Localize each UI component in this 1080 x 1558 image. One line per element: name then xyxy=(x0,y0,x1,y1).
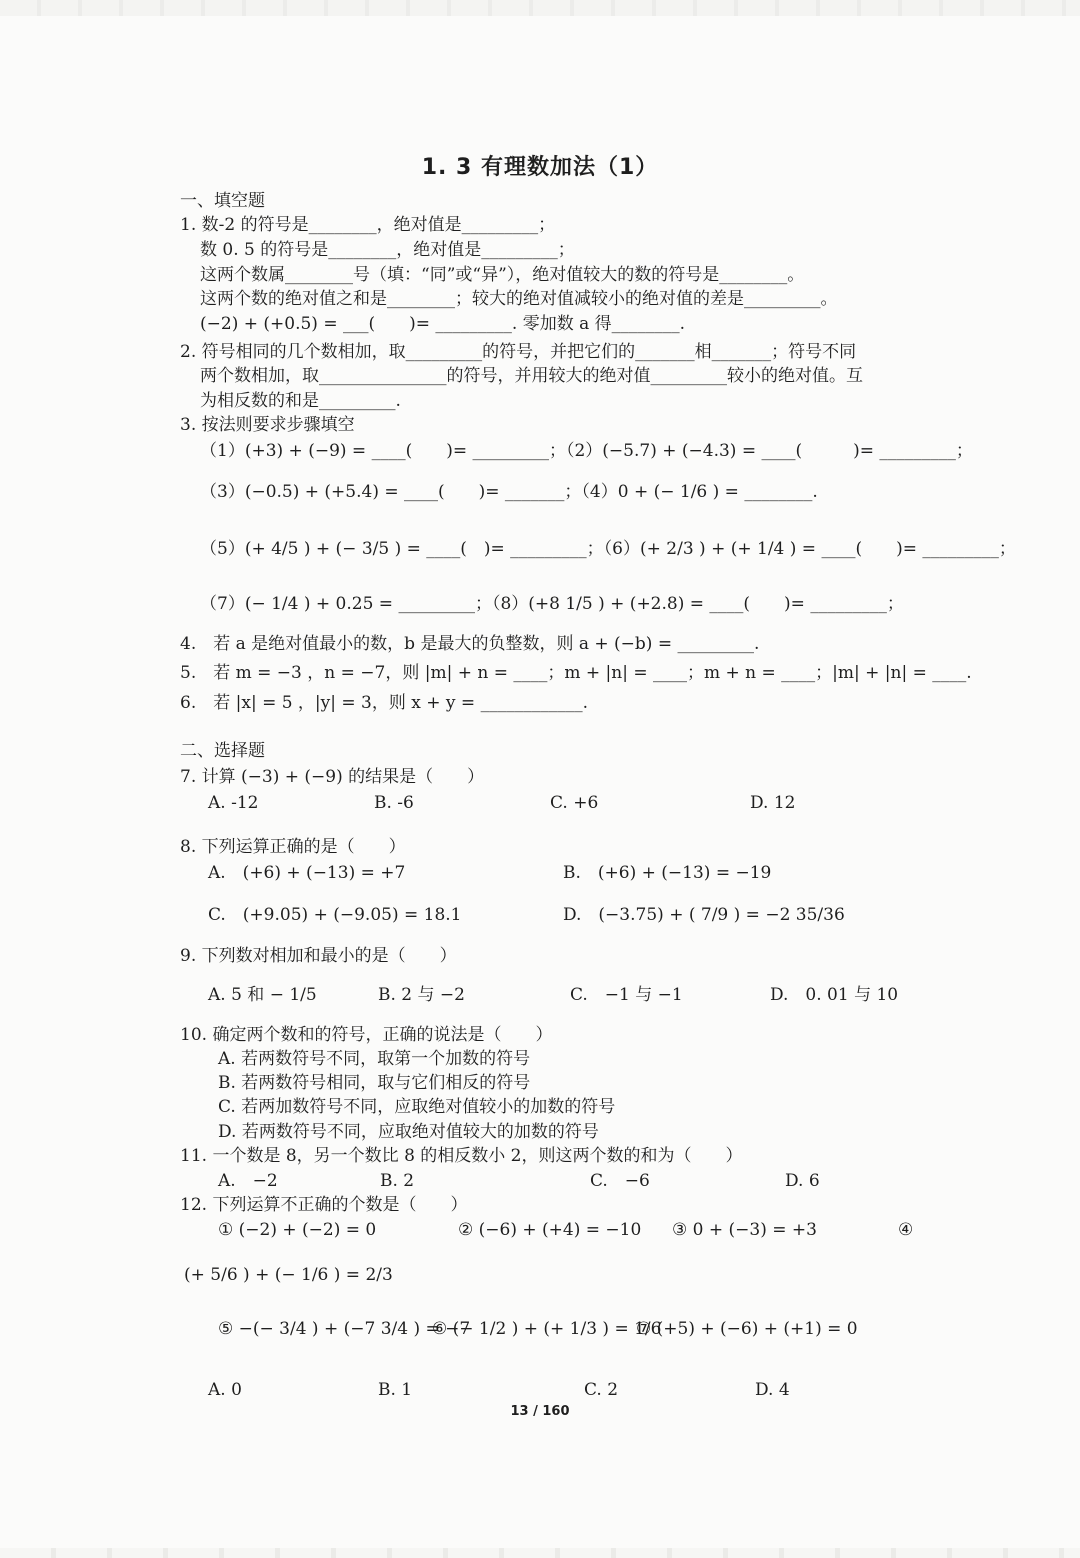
q10-option-b: B. 若两数符号相同，取与它们相反的符号 xyxy=(218,1073,531,1093)
q12-option-d: D. 4 xyxy=(755,1380,790,1400)
scan-edge-top xyxy=(0,0,1080,16)
page-number: 13 / 160 xyxy=(510,1404,570,1419)
q9-option-c: C. −1 与 −1 xyxy=(570,985,683,1005)
q1-line-1: 1. 数-2 的符号是________，绝对值是_________； xyxy=(180,215,556,235)
q3-row-2: （3）(−0.5) + (+5.4) = ____( )= _______；（4）0 + (− 1/6 ) = ________. xyxy=(200,482,818,502)
q2-line-1: 2. 符号相同的几个数相加，取_________的符号，并把它们的_______相_______；符号不同 xyxy=(180,342,857,362)
q12-item-7: ⑦ (+5) + (−6) + (+1) = 0 xyxy=(636,1319,858,1339)
q12-option-a: A. 0 xyxy=(208,1380,242,1400)
q10-option-c: C. 若两加数符号不同，应取绝对值较小的加数的符号 xyxy=(218,1097,616,1117)
q8-option-c: C. (+9.05) + (−9.05) = 18.1 xyxy=(208,905,462,925)
q7-option-a: A. -12 xyxy=(208,793,259,813)
q12-item-6: ⑥ (− 1/2 ) + (+ 1/3 ) = 1/6 xyxy=(432,1319,662,1339)
q12-item-4-marker: ④ xyxy=(898,1220,914,1240)
q3-row-1: （1）(+3) + (−9) = ____( )= _________；（2）(−5.7) + (−4.3) = ____( )= _________； xyxy=(200,441,973,461)
scan-edge-bottom xyxy=(0,1548,1080,1558)
q11-option-d: D. 6 xyxy=(785,1171,820,1191)
q3-row-3: （5）(+ 4/5 ) + (− 3/5 ) = ____( )= _________；（6）(+ 2/3 ) + (+ 1/4 ) = ____( )= _________； xyxy=(200,539,1016,559)
q7-option-d: D. 12 xyxy=(750,793,796,813)
q12-item-3: ③ 0 + (−3) = +3 xyxy=(672,1220,817,1240)
q8-stem: 8. 下列运算正确的是（ ） xyxy=(180,837,406,857)
q5-line: 5. 若 m = −3 ，n = −7，则 |m| + n = ____；m + |n| = ____；m + n = ____；|m| + |n| = ____. xyxy=(180,663,972,683)
q10-option-a: A. 若两数符号不同，取第一个加数的符号 xyxy=(218,1049,531,1069)
q11-stem: 11. 一个数是 8，另一个数比 8 的相反数小 2，则这两个数的和为（ ） xyxy=(180,1146,743,1166)
q11-option-c: C. −6 xyxy=(590,1171,650,1191)
q9-option-b: B. 2 与 −2 xyxy=(378,985,465,1005)
q10-option-d: D. 若两数符号不同，应取绝对值较大的加数的符号 xyxy=(218,1122,599,1142)
q1-line-5: (−2) + (+0.5) = ___( )= _________. 零加数 a 得________. xyxy=(200,314,686,334)
q4-line: 4. 若 a 是绝对值最小的数，b 是最大的负整数，则 a + (−b) = _________. xyxy=(180,634,760,654)
q12-item-1: ① (−2) + (−2) = 0 xyxy=(218,1220,377,1240)
q12-option-c: C. 2 xyxy=(584,1380,619,1400)
q2-line-2: 两个数相加，取_______________的符号，并用较大的绝对值_________较小的绝对值。互 xyxy=(200,366,863,386)
q9-option-a: A. 5 和 − 1/5 xyxy=(208,985,317,1005)
q9-stem: 9. 下列数对相加和最小的是（ ） xyxy=(180,946,457,966)
q3-stem: 3. 按法则要求步骤填空 xyxy=(180,415,355,435)
q11-option-b: B. 2 xyxy=(380,1171,415,1191)
q12-stem: 12. 下列运算不正确的个数是（ ） xyxy=(180,1195,468,1215)
q1-line-3: 这两个数属________号（填：“同”或“异”），绝对值较大的数的符号是________。 xyxy=(200,265,805,285)
q1-line-2: 数 0. 5 的符号是________，绝对值是_________； xyxy=(200,240,575,260)
page-title: 1. 3 有理数加法（1） xyxy=(421,155,659,180)
section-heading-choice: 二、选择题 xyxy=(180,741,265,761)
q7-stem: 7. 计算 (−3) + (−9) 的结果是（ ） xyxy=(180,767,485,787)
q7-option-b: B. -6 xyxy=(374,793,414,813)
q8-option-b: B. (+6) + (−13) = −19 xyxy=(563,863,772,883)
q2-line-3: 为相反数的和是_________. xyxy=(200,391,401,411)
q8-option-a: A. (+6) + (−13) = +7 xyxy=(208,863,406,883)
q12-item-4-formula: (+ 5/6 ) + (− 1/6 ) = 2/3 xyxy=(184,1265,393,1285)
q11-option-a: A. −2 xyxy=(218,1171,278,1191)
q6-line: 6. 若 |x| = 5 ，|y| = 3，则 x + y = ____________. xyxy=(180,693,588,713)
q9-option-d: D. 0. 01 与 10 xyxy=(770,985,899,1005)
q10-stem: 10. 确定两个数和的符号，正确的说法是（ ） xyxy=(180,1025,553,1045)
q12-option-b: B. 1 xyxy=(378,1380,413,1400)
q12-item-5: ⑤ −(− 3/4 ) + (−7 3/4 ) = −7 xyxy=(218,1319,471,1339)
q7-option-c: C. +6 xyxy=(550,793,599,813)
q12-item-2: ② (−6) + (+4) = −10 xyxy=(458,1220,642,1240)
section-heading-fill-in: 一、填空题 xyxy=(180,191,265,211)
q8-option-d: D. (−3.75) + ( 7/9 ) = −2 35/36 xyxy=(563,905,845,925)
q3-row-4: （7）(− 1/4 ) + 0.25 = _________；（8）(+8 1/5 ) + (+2.8) = ____( )= _________； xyxy=(200,594,904,614)
q1-line-4: 这两个数的绝对值之和是________；较大的绝对值减较小的绝对值的差是_________。 xyxy=(200,289,838,309)
